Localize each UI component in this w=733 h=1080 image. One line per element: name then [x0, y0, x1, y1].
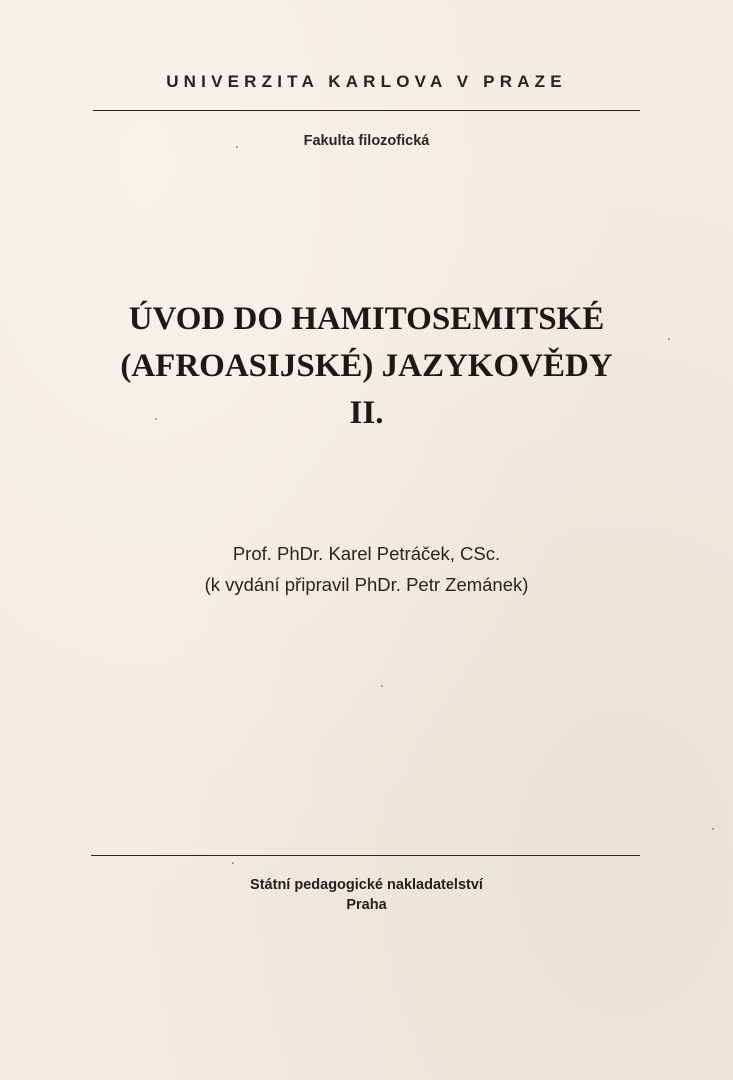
title-line-2: (AFROASIJSKÉ) JAZYKOVĚDY — [120, 348, 613, 384]
editor-note: (k vydání připravil PhDr. Petr Zemánek) — [204, 574, 529, 595]
paper-speck — [155, 418, 157, 420]
publisher-name: Státní pedagogické nakladatelství — [250, 877, 483, 893]
paper-speck — [712, 828, 714, 830]
paper-speck — [381, 685, 383, 687]
top-divider — [93, 110, 640, 111]
paper-speck — [232, 862, 234, 864]
author-block — [0, 538, 733, 600]
paper-speck — [668, 338, 670, 340]
book-title — [0, 296, 733, 437]
publisher-city: Praha — [346, 897, 387, 913]
university-name: UNIVERZITA KARLOVA V PRAZE — [166, 72, 567, 91]
author-name: Prof. PhDr. Karel Petráček, CSc. — [232, 543, 501, 564]
faculty-label: Fakulta filozofická — [303, 133, 430, 149]
title-line-1: ÚVOD DO HAMITOSEMITSKÉ — [128, 301, 605, 337]
faculty-name — [0, 133, 733, 149]
publisher-block — [0, 875, 733, 915]
paper-speck — [236, 146, 238, 148]
title-line-3: II. — [349, 395, 384, 431]
bottom-divider — [91, 855, 640, 856]
